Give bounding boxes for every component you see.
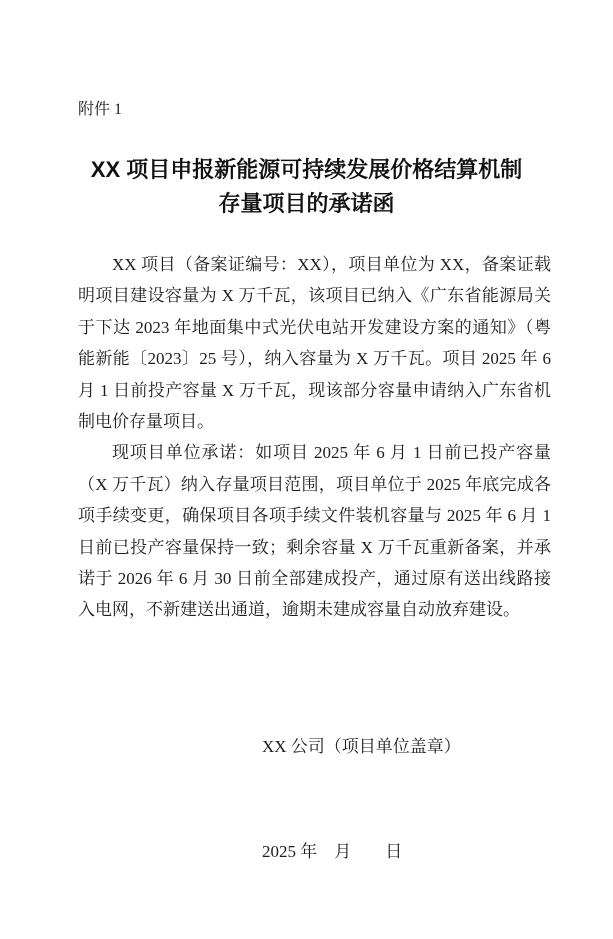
- body-paragraph-1: XX 项目（备案证编号：XX），项目单位为 XX，备案证载明项目建设容量为 X 万千瓦，该项目已纳入《广东省能源局关于下达 2023 年地面集中式光伏电站开发建设方案的通知》（粤能新能〔2023〕25 号），纳入容量为 X 万千瓦。项目 2025 年 6 月 1 日前投产容量 X 万千瓦，现该部分容量申请纳入广东省机制电价存量项目。: [78, 255, 551, 432]
- document-title-line-1: XX 项目申报新能源可持续发展价格结算机制: [90, 157, 523, 182]
- body-paragraph-2: 现项目单位承诺：如项目 2025 年 6 月 1 日前已投产容量（X 万千瓦）纳入存量项目范围，项目单位于 2025 年底完成各项手续变更，确保项目各项手续文件装机容量与 2025 年 6 月 1 日前已投产容量保持一致；剩余容量 X 万千瓦重新备案，并承诺于 2026 年 6 月 30 日前全部建成投产，通过原有送出线路接入电网，不新建送出通道，逾期未建成容量自动放弃建设。: [78, 443, 551, 620]
- document-body: [78, 249, 551, 626]
- signature-block: [262, 659, 461, 939]
- attachment-label: 附件 1: [78, 101, 123, 118]
- signature-company-line: XX 公司（项目单位盖章）: [262, 737, 461, 756]
- signature-date-line: 2025 年 月 日: [262, 842, 403, 861]
- document-title: [60, 153, 553, 221]
- document-title-line-2: 存量项目的承诺函: [218, 191, 395, 216]
